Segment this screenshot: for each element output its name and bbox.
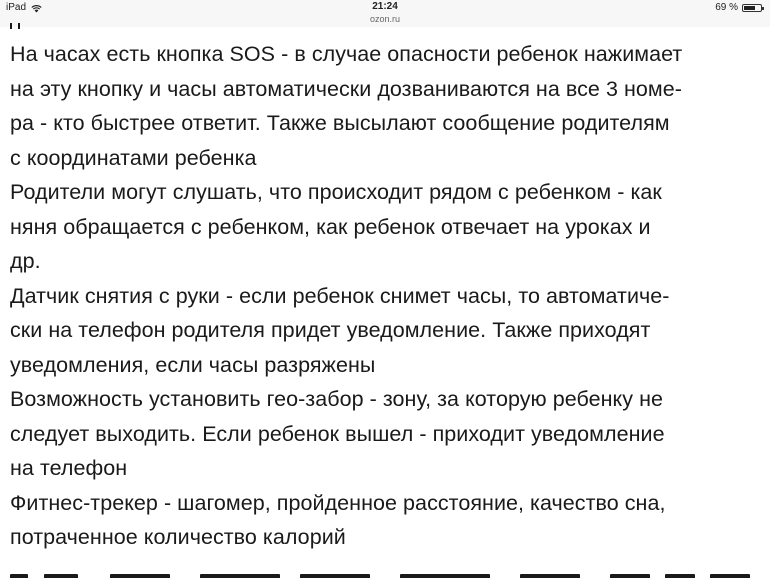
status-bar [0,0,770,14]
paragraph-line: Фитнес-трекер - шагомер, пройденное расстояние, качество сна, [10,490,666,515]
article-paragraph [10,279,765,383]
url-bar[interactable] [0,14,770,27]
article-paragraph [10,486,765,555]
battery-percent: 69 % [715,2,738,13]
url-text: ozon.ru [369,14,401,24]
paragraph-line: др. [10,249,41,273]
clipped-bottom-text [0,568,770,578]
paragraph-line: няня обращается с ребенком, как ребенок отвечает на уроках и [10,214,651,239]
paragraph-line: с координатами ребенка [10,145,257,170]
paragraph-line: ра - кто быстрее ответит. Также высылают сообщение родителям [10,111,670,135]
paragraph-line: Родители могут слушать, что происходит рядом с ребенком - как [10,180,662,204]
paragraph-line: следует выходить. Если ребенок вышел - приходит уведомление [10,421,665,446]
device-name: iPad [6,2,27,13]
paragraph-line: уведомления, если часы разряжены [10,352,376,377]
article-paragraph [10,382,765,486]
paragraph-line: На часах есть кнопка SOS - в случае опасности ребенок нажимает [10,42,683,66]
clipped-text-fragment [8,21,68,29]
battery-icon [742,4,762,12]
status-right [715,2,762,13]
article-body [10,37,765,555]
paragraph-line: на телефон [10,456,128,480]
article-paragraph [10,175,765,279]
paragraph-line: Датчик снятия с руки - если ребенок снимет часы, то автоматиче- [10,283,670,308]
paragraph-line: на эту кнопку и часы автоматически дозваниваются на все 3 номе- [10,76,682,101]
article-paragraph [10,37,765,175]
status-time: 21:24 [372,1,398,12]
paragraph-line: Возможность установить гео-забор - зону, за которую ребенку не [10,387,664,411]
paragraph-line: потраченное количество калорий [10,525,346,549]
battery-fill [744,6,755,10]
paragraph-line: ски на телефон родителя придет уведомление. Также приходят [10,318,651,342]
